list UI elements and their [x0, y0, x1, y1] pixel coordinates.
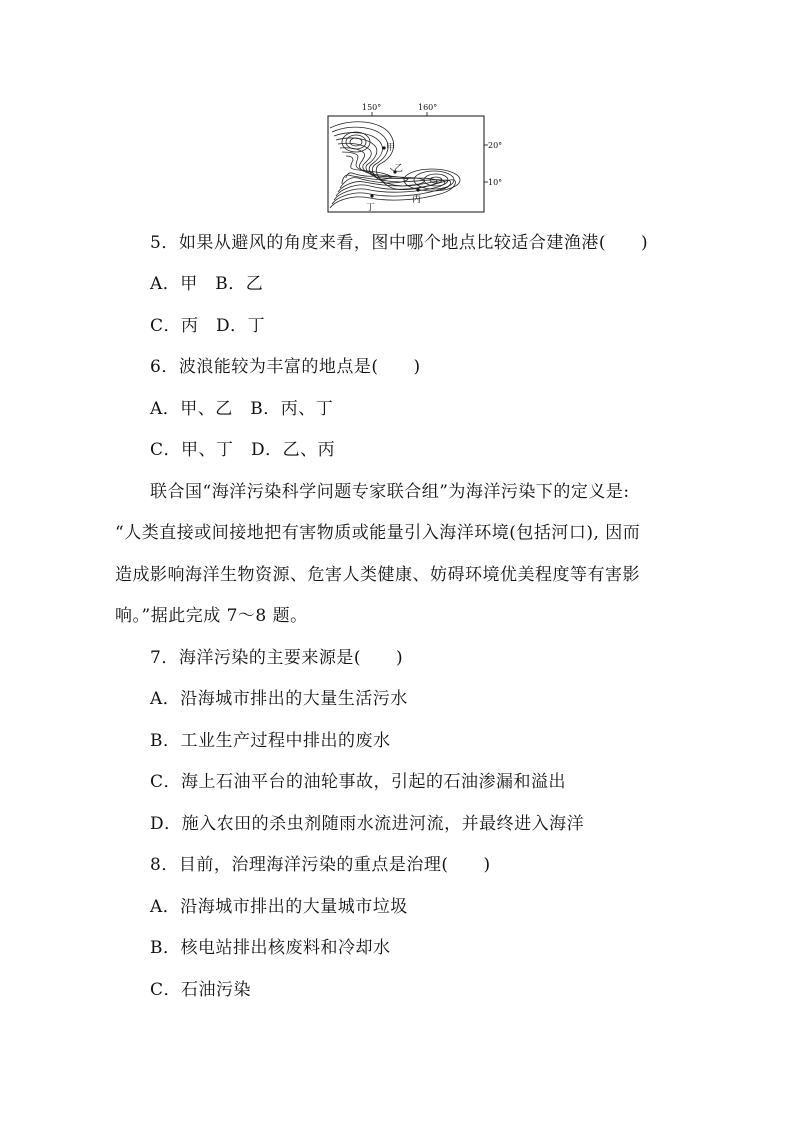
point-bing	[416, 188, 419, 191]
q8-option-a: A．沿海城市排出的大量城市垃圾	[150, 897, 408, 917]
q6-stem: 6．波浪能较为丰富的地点是( )	[150, 357, 421, 377]
passage-line-2: “人类直接或间接地把有害物质或能量引入海洋环境(包括河口), 因而	[115, 523, 641, 543]
label-jia: 甲	[386, 143, 396, 153]
q7-option-d: D．施入农田的杀虫剂随雨水流进河流，并最终进入海洋	[150, 814, 585, 834]
q8-option-c: C．石油污染	[150, 980, 252, 1000]
q5-stem: 5．如果从避风的角度来看，图中哪个地点比较适合建渔港( )	[150, 233, 649, 253]
lon-label-150: 150°	[362, 103, 382, 112]
q8-stem: 8．目前，治理海洋污染的重点是治理( )	[150, 855, 491, 875]
q5-options-ab: A．甲 B．乙	[150, 274, 264, 294]
label-yi: 乙	[394, 164, 404, 174]
q6-options-ab: A．甲、乙 B．丙、丁	[150, 399, 334, 419]
q8-option-b: B．核电站排出核废料和冷却水	[150, 938, 391, 958]
lon-label-160: 160°	[418, 103, 438, 112]
passage-line-1: 联合国“海洋污染科学问题专家联合组”为海洋污染下的定义是:	[150, 482, 630, 502]
q7-option-b: B．工业生产过程中排出的废水	[150, 731, 391, 751]
q5-options-cd: C．丙 D．丁	[150, 316, 266, 336]
lat-label-20: 20°	[488, 141, 503, 150]
contour-map-figure	[320, 98, 510, 218]
q7-option-a: A．沿海城市排出的大量生活污水	[150, 689, 408, 709]
label-ding: 丁	[366, 203, 376, 213]
q7-stem: 7．海洋污染的主要来源是( )	[150, 648, 404, 668]
passage-line-3: 造成影响海洋生物资源、危害人类健康、妨碍环境优美程度等有害影	[115, 565, 640, 585]
passage-line-4: 响。”据此完成 7～8 题。	[115, 606, 308, 626]
lat-label-10: 10°	[488, 178, 503, 187]
q7-option-c: C．海上石油平台的油轮事故，引起的石油渗漏和溢出	[150, 772, 567, 792]
contour-map	[320, 98, 510, 218]
q6-options-cd: C．甲、丁 D．乙、丙	[150, 440, 336, 460]
point-ding	[370, 194, 373, 197]
label-bing: 丙	[412, 195, 422, 205]
